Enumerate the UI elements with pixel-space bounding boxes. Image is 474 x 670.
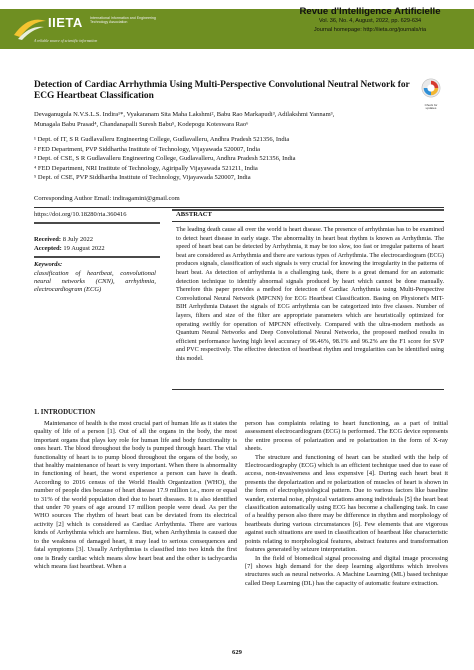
- affiliation-list: [34, 135, 444, 183]
- abstract-top-bar: [172, 209, 444, 211]
- affiliation-4: ⁴ FED Department, NRI Institute of Technology, Agiripally Vijayawada 521211, India: [34, 164, 258, 172]
- author-list: [34, 110, 444, 130]
- abstract-heading: ABSTRACT: [176, 211, 212, 218]
- doi-link[interactable]: https://doi.org/10.18280/ria.360416: [34, 211, 127, 218]
- accepted-date: 19 August 2022: [63, 245, 105, 252]
- keywords-heading: Keywords:: [34, 261, 63, 268]
- paragraph: The structure and functioning of heart can be studied with the help of Electrocardiography (ECG) which is an efficient technique used due to ease of access, non-invasiveness and less expensive [4]. During each heart beat it presents the depolarization and re polarization of muscles of heart is shown in the form of electrophysiological pattern. Due to various factors like baseline wander, external noise, physical variations among individuals [5] the heart beat classification automatically using ECG has become a challenging task. In case of a healthy person also there may be difference in rhythm and morphology of heartbeats during various circumstances [6]. Few elements that are vigorous against such situations are used in classification of heartbeat like characteristic points relating to morphological features, abstract features and transformation features generated by seizure interpretation.: [245, 453, 448, 554]
- check-for-updates-icon: [421, 78, 441, 98]
- intro-right-column: [245, 420, 448, 588]
- abstract-bottom-rule: [172, 389, 444, 390]
- journal-homepage[interactable]: Journal homepage: http://iieta.org/journals/ria: [313, 27, 427, 33]
- logo-subtitle: International Information and Engineering Technology Association: [90, 16, 156, 25]
- page-number: 629: [232, 649, 242, 656]
- paragraph: Maintenance of health is the most crucial part of human life as it states the quality of life of a person [1]. Out of all the organs in the body, the most important organs that plays key role for human life and body functionality is ones heart. The blood throughout the body is pumped through heart. The vital functionality of heart is to pump blood throughout the organs of the body, so that healthy maintenance of heart is very important. When there is abnormality in functioning of heart, the worst experience a person can have is death. According to 2016 census of the World Health Organization (WHO), the number of people dies because of heart disease 17.9 million i.e., more or equal to 31% of the world population died due to heart diseases. It is also identified that under 70 years of age around 17 million people were dead. As per the WHO sources The rhythm of heart beat can be deviated from its electrical activity [2] which is considered as Cardiac Arrhythmia. There are various kinds of Arrhythmia which are harmless. But, when Arrhythmia is caused due to the weakness of damaged heart, it may lead to serious consequences and fatal symptoms [3]. Usually Arrhythmias is classified into two kinds the first one is Brady cardiac which means slow heart beat and the other is tachycardia which means fast heartbeat. When a: [34, 420, 237, 570]
- intro-left-column: [34, 420, 237, 571]
- received-date: 8 July 2022: [62, 236, 94, 243]
- journal-info: [272, 2, 468, 60]
- journal-volume: Vol. 36, No. 4, August, 2022, pp. 629-634: [318, 18, 422, 24]
- affiliation-5: ⁵ Dept. of CSE, PVP Siddhartha Institute of Technology, Vijayawada 520007, India: [34, 174, 251, 182]
- paragraph: person has complaints relating to heart functioning, as a part of initial assessment electrocardiogram (ECG) is performed. The ECG device represents the entire process of polarization and re polarization in the form of X-ray sheets.: [245, 420, 448, 453]
- section-heading: 1. INTRODUCTION: [34, 409, 96, 416]
- check-updates-label: Check for updates: [424, 103, 438, 111]
- logo-name: IIETA: [48, 15, 83, 30]
- affiliation-2: ² FED Department, PVP Siddhartha Institute of Technology, Vijayawada 520007, India: [34, 145, 261, 153]
- affiliation-1: ¹ Dept. of IT, S R Gudlavalleru Engineering College, Gudlavalleru, Andhra Pradesh 521356, India: [34, 136, 290, 143]
- received-label: Received:: [34, 236, 62, 243]
- journal-name: Revue d'Intelligence Artificielle: [299, 6, 441, 17]
- check-for-updates-badge[interactable]: [420, 78, 442, 111]
- corresponding-author: Corresponding Author Email: indiragamini@gmail.com: [34, 195, 180, 202]
- iieta-logo: [10, 11, 156, 47]
- journal-header: [0, 0, 474, 60]
- authors-line-1: Devaganugula N.V.S.L.S. Indira¹*, Vyakaranam Sita Maha Lakshmi², Babu Rao Markapudi³, Adilakshmi Yannam³,: [34, 111, 335, 118]
- divider-bar: [34, 256, 160, 258]
- affiliation-3: ³ Dept. of CSE, S R Gudlavalleru Engineering College, Gudlavalleru, Andhra Pradesh 521356, India: [34, 155, 296, 163]
- divider-bar: [34, 222, 160, 224]
- article-dates: [34, 235, 105, 253]
- article-title: Detection of Cardiac Arrhythmia Using Multi-Perspective Convolutional Neutral Network for ECG Heartbeat Classification: [34, 80, 410, 102]
- abstract-divider: [172, 221, 444, 222]
- keywords-list: classification of heartbeat, convolutional neural networks (CNN), arrhythmia, electrocardiogram (ECG): [34, 270, 156, 294]
- divider: [34, 207, 444, 208]
- accepted-label: Accepted:: [34, 245, 62, 252]
- authors-line-2: Munagala Babu Prasad⁴, Chandanapalli Suresh Babu⁵, Kodepogu Koteswara Rao⁶: [34, 120, 249, 128]
- abstract-text: The leading death cause all over the world is heart disease. The presence of arrhythmias has to be examined to detect heart disease in early stage. The abnormality in heart beat rhythm is known as Arrhythmia. The speed of heart beat can be detected by Arrhythmia, it may be too slow, too fast or irregular patterns of heart beat are considered as Arrhythmia and there are various types of Arrhythmia. The electrocardiogram (ECG) produces signals, classification of such signals is very crucial for knowing the irregularity in the patterns of heart beat. As detection of arrhythmia is a challenging task, there is a great demand for an automatic detection technique to identify abnormal signals produced by heart which cannot be done manually. Therefore this paper provides a method for detection of Cardiac Arrhythmia using Multi-Perspective Convolutional Neural Network (MPCNN) for ECG Heartbeat Classification. Basing on Physionet's MIT-BIH Arrhythmia Dataset the signals of ECG arrhythmia can be categorized into five classes. Number of layers, filters and size of the filter are appropriate parameters which are heuristically optimized for operating swiftly for operation of MPCNN effectively. Compared with the ultra-modern methods as Quantum Neural Networks and Deep Convolutional Neural Networks, the proposed method results in efficient performance having high level accuracy of 96.46%, 98.1% and 96.2% are the F1 score for SVP and PVC respectively. The effective detection of heartbeat rhythm and irregularities can be identified using this model.: [176, 226, 444, 362]
- paragraph: In the field of biomedical signal processing and digital image processing [7] shows high demand for the deep learning algorithms which involves structures such as neural networks. A Machine Learning (ML) based technique called Deep Learning (DL) has the capacity of automatic feature extraction.: [245, 554, 448, 587]
- logo-tagline: A reliable source of scientific information: [34, 39, 98, 43]
